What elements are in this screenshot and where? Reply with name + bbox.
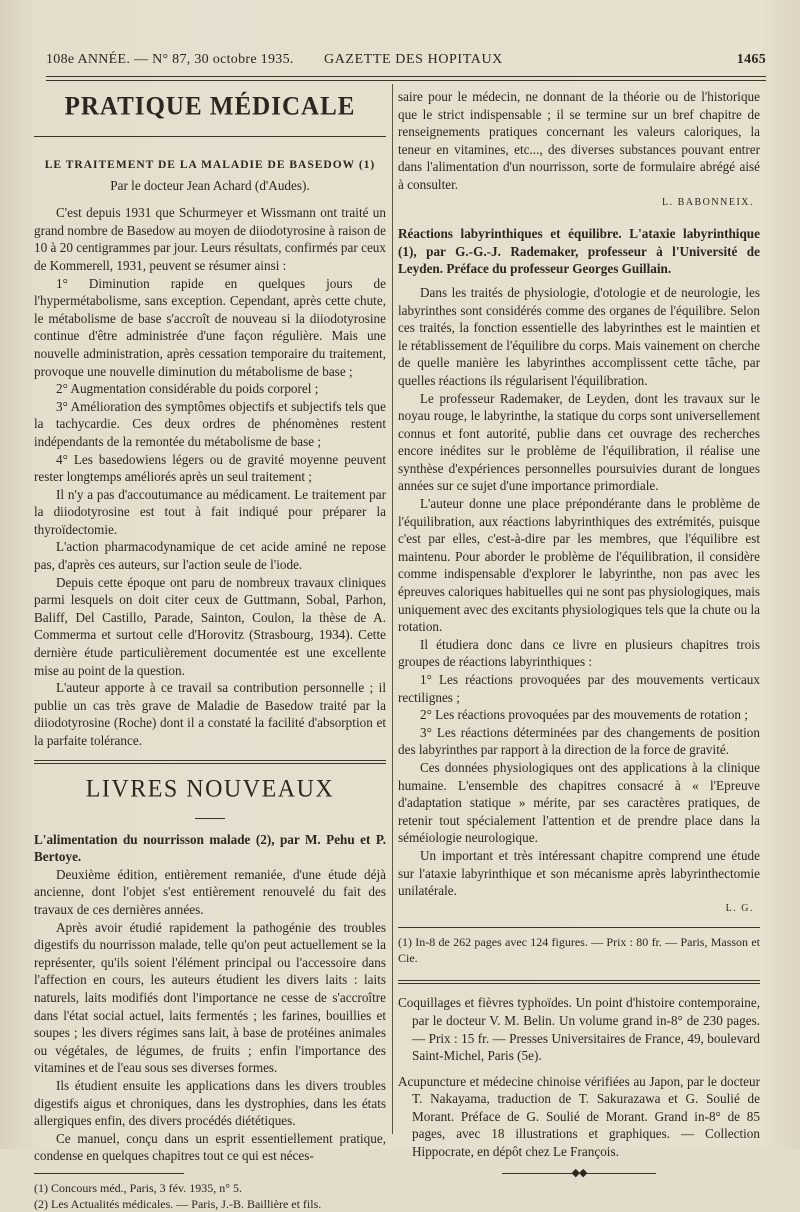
right-column (398, 88, 760, 1182)
paragraph: L'action pharmacodynamique de cet acide aminé ne repose pas, d'après ces auteurs, sur l'action seule de l'iode. (34, 539, 386, 573)
page-number: 1465 (736, 52, 766, 67)
paragraph: Un important et très intéressant chapitre comprend une étude sur l'ataxie labyrinthique et son mécanisme après labyrinthectomie unilatérale. (398, 847, 760, 899)
section-divider (398, 980, 760, 984)
paragraph: Ces données physiologiques ont des applications à la clinique humaine. L'ensemble des chapitres consacré à « l'Epreuve d'adaptation statique » mérite, par ses caractères pratiques, de retenir tout spécialement l'attention et de prendre place dans la séméiologie neurologique. (398, 759, 760, 846)
signature: L. BABONNEIX. (662, 196, 754, 208)
footnote: (2) Les Actualités médicales. — Paris, J.-B. Baillière et fils. (34, 1196, 322, 1211)
footnote: (1) Concours méd., Paris, 3 fév. 1935, n° 5. (34, 1180, 242, 1195)
paragraph: Dans les traités de physiologie, d'otologie et de neurologie, les labyrinthes sont considérés comme des organes de l'équilibre. Selon ces traités, la fonction essentielle des labyrinthes est le maintien et le rétablissement de l'équilibre du corps. Mais vainement on cherche de quelle manière les labyrinthes accomplissent cette tâche, par quelles réactions ils régularisent l'équilibration. (398, 284, 760, 388)
column-separator (392, 84, 393, 1134)
paragraph: Après avoir étudié rapidement la pathogénie des troubles digestifs du nourrisson malade, telle qu'on peut actuellement se la représenter, qu'ils soient l'élément principal ou l'accessoire dans l'affection en cours, les auteurs étudient les divers laits : laits naturels, laits modifiés dont l'importance ne cesse de s'accroître dans l'état social actuel, laits fermentés ; les farines, bouillies et soupes ; les divers régimes sans lait, à base de protéines animales ou végétales, de légumes, de fruits ; enfin l'importance des vitamines et de l'eau sous ses diverses formes. (34, 919, 386, 1076)
left-column (34, 88, 386, 1212)
issue-info: 108e ANNÉE. — N° 87, 30 octobre 1935. (46, 52, 294, 67)
book-heading-text: Réactions labyrinthiques et équilibre. L'ataxie labyrinthique (1), par G.-G.-J. Rademaker, professeur à l'Université de Leyden. Préface du professeur Georges Guillain. (398, 226, 760, 277)
footnote-rule (34, 1173, 184, 1174)
paragraph: 2° Augmentation considérable du poids corporel ; (56, 381, 319, 397)
paragraph: 4° Les basedowiens légers ou de gravité moyenne peuvent rester longtemps améliorés après un seul traitement ; (34, 451, 386, 485)
paragraph: 3° Les réactions déterminées par des changements de position des labyrinthes par rapport à la direction de la force de gravité. (398, 724, 760, 758)
paragraph: 1° Diminution rapide en quelques jours de l'hypermétabolisme, sans exception. Cependant, après cette chute, le métabolisme de base s'accroît de nouveau si la diiodotyrosine continue d'être administrée d'une façon régulière. Mais une nouvelle administration, après cessation temporaire du traitement, provoque une nouvelle diminution du métabolisme de base ; (34, 275, 386, 379)
short-rule (195, 818, 225, 819)
paragraph: Le professeur Rademaker, de Leyden, dont les travaux sur le noyau rouge, le labyrinthe, la statique du corps sont universellement connus et font autorité, publie dans cet ouvrage des recherches encore inédites sur le problème de l'équilibration, il réalise une synthèse d'expériences personnelles poursuivies durant de longues années sur ce sujet d'une importance primordiale. (398, 390, 760, 494)
journal-title: GAZETTE DES HOPITAUX (324, 52, 503, 67)
ornament-divider: ◆◆ (398, 1165, 760, 1183)
section-title-pratique-medicale: PRATIQUE MÉDICALE (64, 92, 356, 121)
footnote: (1) In-8 de 262 pages avec 124 figures. — Prix : 80 fr. — Paris, Masson et Cie. (398, 935, 760, 966)
article-title: LE TRAITEMENT DE LA MALADIE DE BASEDOW (1) (44, 159, 376, 171)
page-header (46, 52, 766, 76)
header-rule-secondary (46, 80, 766, 81)
book-heading-text: L'alimentation du nourrisson malade (2), par M. Pehu et P. Bertoye. (34, 831, 386, 865)
book-entry: Coquillages et fièvres typhoïdes. Un point d'histoire contemporaine, par le docteur V. M. Belin. Un volume grand in-8° de 230 pages. — Prix : 15 fr. — Presses Universitaires de France, 49, boulevard Saint-Michel, Paris (5e). (398, 995, 760, 1064)
book-entry: Acupuncture et médecine chinoise vérifiées au Japon, par le docteur T. Nakayama, traduction de T. Sakurazawa et G. Soulié de Morant. Préface de G. Soulié de Morant. Grand in-8° de 85 pages, avec 18 illustrations et graphiques. — Collection Hippocrate, en dépôt chez Le François. (398, 1073, 760, 1160)
paragraph: 2° Les réactions provoquées par des mouvements de rotation ; (420, 707, 748, 723)
section-title-livres-nouveaux: LIVRES NOUVEAUX (85, 774, 335, 803)
footnote-rule (398, 927, 760, 928)
paragraph: Ce manuel, conçu dans un esprit essentiellement pratique, condense en quelques chapitres tout ce qui est néces- (34, 1130, 386, 1164)
paragraph: L'auteur donne une place prépondérante dans le problème de l'équilibration, aux réactions labyrinthiques des extrémités, puisque c'est par elles, c'est-à-dire par les membres, que l'équilibre est maintenu. Pour aborder le problème de l'équilibration, il considère comme indispensable d'explorer le labyrinthe, non pas avec les épreuves caloriques habituelles qui ne sont pas physiologiques, mais uniquement avec des excitants physiologiques tels que la chute ou la rotation. (398, 496, 760, 635)
book-heading (34, 831, 386, 866)
book-heading (398, 225, 760, 278)
paragraph: Ils étudient ensuite les applications dans les divers troubles digestifs aigus et chroniques, dans les dystrophies, dans les états allergiques enfin, des divers procédés diététiques. (34, 1077, 386, 1129)
section-rule (34, 136, 386, 137)
paragraph: saire pour le médecin, ne donnant de la théorie ou de l'historique que le strict indispensable ; il se termine sur un bref chapitre de renseignements pratiques concernant les valeurs caloriques, la teneur en vitamines, etc..., des diverses substances pouvant entrer dans l'alimentation d'un nourrisson, sorte de formulaire abrégé aisé à consulter. (398, 89, 760, 192)
signature: L. G. (725, 902, 754, 914)
article-author: Par le docteur Jean Achard (d'Audes). (110, 177, 310, 193)
paragraph: Il n'y a pas d'accoutumance au médicament. Le traitement par la diiodotyrosine est tout à fait indiqué pour préparer la thyroïdectomie. (34, 486, 386, 537)
header-rule (46, 76, 766, 77)
section-divider (34, 760, 386, 764)
paragraph: Il étudiera donc dans ce livre en plusieurs chapitres trois groupes de réactions labyrinthiques : (398, 636, 760, 670)
paragraph: Deuxième édition, entièrement remaniée, d'une étude déjà ancienne, dont l'objet s'est entièrement renouvelé du fait des travaux de ces dernières années. (34, 866, 386, 917)
paragraph: C'est depuis 1931 que Schurmeyer et Wissmann ont traité un grand nombre de Basedow au moyen de diiodotyrosine à raison de 10 à 20 centigrammes par jour. Leurs résultats, confirmés par ceux de Kommerell, 1931, peuvent se résumer ainsi : (34, 205, 386, 273)
paragraph: Depuis cette époque ont paru de nombreux travaux cliniques parmi lesquels on doit citer ceux de Guttmann, Sobal, Parhon, Baliff, Del Castillo, Parade, Sainton, Coulon, la thèse de A. Commerma et surtout celle d'Horovitz (Strasbourg, 1934). Cette dernière étude particulièrement documentée est une excellente mise au point de la question. (34, 574, 386, 678)
paragraph: L'auteur apporte à ce travail sa contribution personnelle ; il publie un cas très grave de Maladie de Basedow traité par la diiodotyrosine (Roche) dont il a constaté la facilité d'absorption et la parfaite tolérance. (34, 680, 386, 748)
paragraph: 1° Les réactions provoquées par des mouvements verticaux rectilignes ; (398, 672, 760, 705)
paragraph: 3° Amélioration des symptômes objectifs et subjectifs tels que la tachycardie. Ces deux ordres de phénomènes restent indépendants de la remontée du métabolisme de base ; (34, 398, 386, 449)
